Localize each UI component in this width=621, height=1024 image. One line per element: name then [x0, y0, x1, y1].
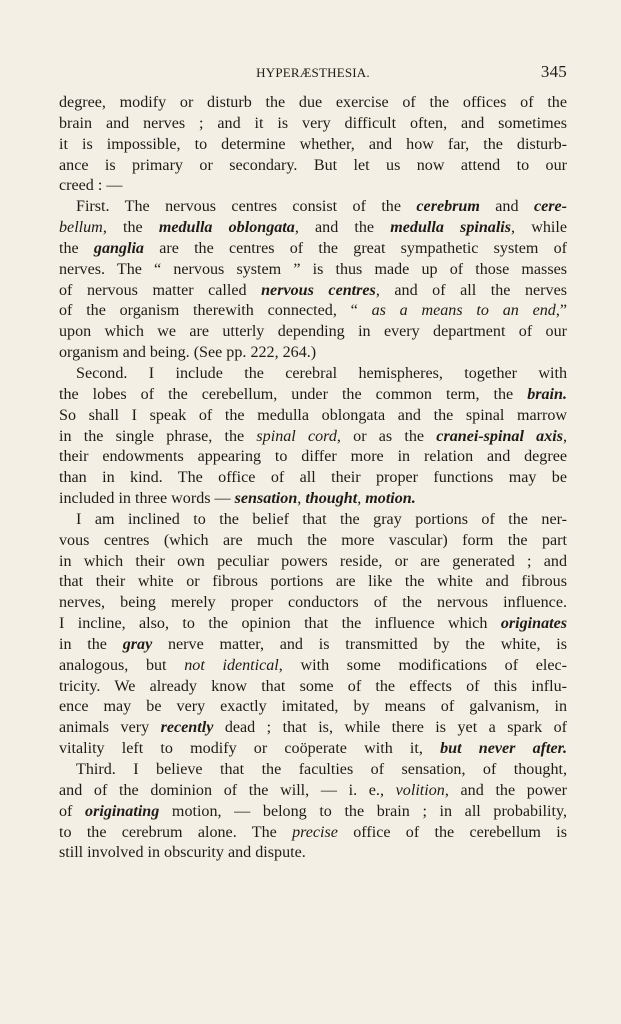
text-run: Second. I include the cerebral hemispheres, together with	[76, 364, 567, 382]
emphasis-text: cranei-spinal axis	[436, 427, 563, 445]
text-run: to the cerebrum alone. The	[59, 823, 293, 841]
text-run: creed : —	[59, 177, 123, 195]
emphasis-text: gray	[122, 635, 153, 653]
text-run: Third. I believe that the faculties of sensation, of thought,	[76, 761, 567, 778]
emphasis-text: not identical	[184, 656, 279, 674]
emphasis-text: ganglia	[93, 239, 144, 257]
text-line	[59, 635, 567, 656]
text-run: included in three words —	[59, 490, 235, 508]
text-run: brain and nerves ; and it is very difficult often, and sometimes	[59, 114, 567, 132]
emphasis-text: as a means to an end	[371, 302, 556, 320]
emphasis-text: cere-	[533, 198, 567, 216]
text-line	[59, 176, 567, 197]
text-run: ence may be very exactly imitated, by means of galvanism, in	[59, 698, 567, 716]
text-line	[59, 718, 567, 739]
text-run: vous centres (which are much the more vascular) form the part	[59, 531, 567, 549]
text-line	[59, 239, 567, 260]
text-run: tricity. We already know that some of the effects of this influ-	[59, 677, 567, 695]
text-run: in which their own peculiar powers reside, or are generated ; and	[59, 552, 567, 570]
text-run: , with some modifications of elec-	[278, 656, 567, 674]
emphasis-text: medulla oblongata	[158, 219, 295, 237]
text-line	[59, 385, 567, 406]
text-line	[59, 218, 567, 239]
text-run: , and the power	[444, 781, 567, 799]
text-run: nerve matter, and is transmitted by the white, is	[152, 635, 567, 653]
emphasis-text: but never after.	[440, 740, 567, 758]
text-line	[59, 843, 567, 864]
text-run: degree, modify or disturb the due exercise of the offices of the	[59, 94, 567, 111]
emphasis-text: originating	[85, 802, 160, 820]
text-run: ,	[297, 490, 306, 508]
text-run: vitality left to modify or coöperate with it,	[59, 740, 441, 758]
text-line	[59, 281, 567, 302]
text-run: than in kind. The office of all their proper functions may be	[59, 469, 567, 487]
text-run: I am inclined to the belief that the gray portions of the ner-	[76, 510, 567, 528]
emphasis-text: precise	[292, 823, 338, 841]
text-run: ance is primary or secondary. But let us now attend to our	[59, 156, 567, 174]
text-run: So shall I speak of the medulla oblongata and the spinal marrow	[59, 406, 567, 424]
text-run: , and the	[294, 219, 391, 237]
text-line	[59, 781, 567, 802]
text-run: nerves, being merely proper conductors of the nervous influence.	[59, 594, 567, 612]
emphasis-text: medulla spinalis	[390, 219, 512, 237]
text-run: their endowments appearing to differ more in relation and degree	[59, 448, 567, 466]
emphasis-text: sensation	[234, 490, 298, 508]
text-run: motion, — belong to the brain ; in all probability,	[159, 802, 567, 820]
text-run: , the	[102, 219, 159, 237]
text-run: nerves. The “ nervous system ” is thus made up of those masses	[59, 260, 567, 278]
text-line	[59, 447, 567, 468]
emphasis-text: recently	[160, 719, 214, 737]
running-title: HYPERÆSTHESIA.	[256, 65, 370, 80]
text-run: of nervous matter called	[59, 281, 262, 299]
text-run: , or as the	[336, 427, 437, 445]
text-line	[59, 156, 567, 177]
text-run: in the single phrase, the	[59, 427, 257, 445]
page-header	[59, 62, 567, 86]
text-line	[59, 468, 567, 489]
text-line	[59, 260, 567, 281]
text-line	[59, 656, 567, 677]
text-line	[59, 760, 567, 781]
text-run: upon which we are utterly depending in every department of our	[59, 323, 567, 341]
text-run: First. The nervous centres consist of the	[76, 198, 417, 216]
text-run: in the	[59, 635, 123, 653]
text-run: and of the dominion of the will, — i. e.,	[59, 781, 396, 799]
text-run: , while	[511, 219, 567, 237]
text-line	[59, 427, 567, 448]
text-run: dead ; that is, while there is yet a spark of	[213, 719, 567, 737]
text-line	[59, 552, 567, 573]
text-run: ,	[562, 427, 567, 445]
text-line	[59, 406, 567, 427]
emphasis-text: motion.	[365, 490, 416, 508]
text-run: the lobes of the cerebellum, under the common term, the	[59, 385, 528, 403]
text-run: of the organism therewith connected, “	[59, 302, 372, 320]
text-line	[59, 823, 567, 844]
text-run: I incline, also, to the opinion that the influence which	[59, 615, 501, 633]
emphasis-text: originates	[500, 615, 567, 633]
text-line	[59, 114, 567, 135]
text-run: analogous, but	[59, 656, 185, 674]
text-run: , and of all the nerves	[375, 281, 567, 299]
text-run: the	[59, 239, 94, 257]
emphasis-text: spinal cord	[256, 427, 337, 445]
text-run: ,”	[555, 302, 567, 320]
text-run: organism and being. (See pp. 222, 264.)	[59, 344, 317, 362]
text-line	[59, 572, 567, 593]
text-run: that their white or fibrous portions are like the white and fibrous	[59, 573, 567, 591]
text-line	[59, 614, 567, 635]
text-line	[59, 197, 567, 218]
text-line	[59, 593, 567, 614]
emphasis-text: brain.	[527, 385, 567, 403]
text-line	[59, 301, 567, 322]
text-run: it is impossible, to determine whether, and how far, the disturb-	[59, 135, 567, 153]
text-line	[59, 531, 567, 552]
text-run: office of the cerebellum is	[337, 823, 567, 841]
text-line	[59, 677, 567, 698]
emphasis-text: volition	[395, 781, 445, 799]
text-run: are the centres of the great sympathetic system of	[143, 239, 567, 257]
emphasis-text: nervous centres	[261, 281, 376, 299]
text-run: and	[479, 198, 534, 216]
text-run: animals very	[59, 719, 161, 737]
emphasis-text: thought	[305, 490, 358, 508]
text-run: ,	[357, 490, 366, 508]
text-line	[59, 322, 567, 343]
text-line	[59, 489, 567, 510]
text-line	[59, 364, 567, 385]
text-line	[59, 697, 567, 718]
emphasis-text: cerebrum	[416, 198, 480, 216]
text-line	[59, 135, 567, 156]
text-line	[59, 343, 567, 364]
text-line	[59, 802, 567, 823]
emphasis-text: bellum	[59, 219, 103, 237]
text-line	[59, 739, 567, 760]
text-line	[59, 93, 567, 114]
text-line	[59, 510, 567, 531]
page-number: 345	[540, 62, 567, 81]
text-run: of	[59, 802, 86, 820]
body-text	[59, 93, 567, 864]
text-run: still involved in obscurity and dispute.	[59, 844, 306, 862]
